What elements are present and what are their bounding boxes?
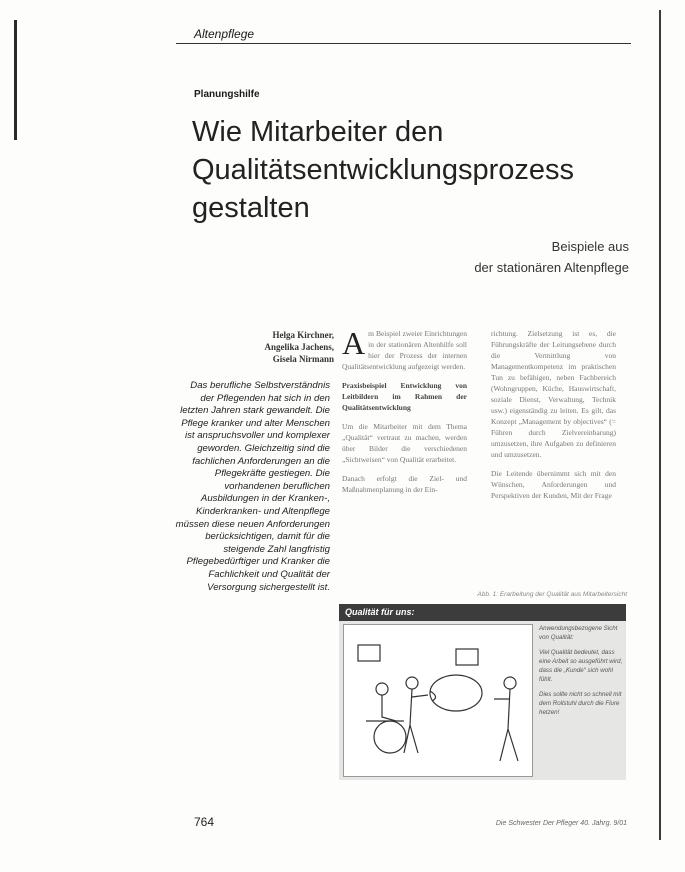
figure-title-bar bbox=[339, 604, 626, 621]
body-column-1 bbox=[342, 325, 467, 503]
figure-title: Qualität für uns: bbox=[345, 607, 415, 617]
kicker: Planungshilfe bbox=[194, 89, 260, 100]
speech-bubble bbox=[430, 675, 482, 711]
body-paragraph: Die Leitende übernimmt sich mit den Wünschen, Anforderungen und Perspektiven der Kunden, Mit der Frage bbox=[491, 469, 616, 500]
cartoon-illustration bbox=[343, 624, 533, 777]
cartoon-drawing bbox=[344, 625, 532, 776]
body-paragraph: Danach erfolgt die Ziel- und Maßnahmenplanung in der Ein- bbox=[342, 474, 467, 494]
wheelchair-wheel bbox=[374, 721, 406, 753]
author-name: Gisela Nirmann bbox=[272, 354, 334, 364]
title-line: gestalten bbox=[192, 192, 310, 224]
article-subtitle bbox=[474, 236, 629, 278]
figure-side-text bbox=[539, 624, 623, 723]
intro-paragraph bbox=[342, 325, 467, 372]
page-number: 764 bbox=[194, 815, 215, 829]
side-text-line: Viel Qualität bedeutet, dass eine Arbeit so ausgeführt wird, dass die „Kunde“ sich wohl fühlt. bbox=[539, 649, 623, 683]
author-name: Angelika Jachens, bbox=[264, 342, 334, 352]
scan-edge-right bbox=[659, 10, 661, 840]
observer-head bbox=[504, 677, 516, 689]
scan-edge-left bbox=[14, 20, 17, 140]
author-list bbox=[264, 329, 334, 365]
drop-cap: A bbox=[342, 325, 366, 361]
header-rule bbox=[176, 43, 631, 44]
subtitle-line: der stationären Altenpflege bbox=[474, 260, 629, 275]
side-text-line: Dies sollte nicht so schnell mit dem Rollstuhl durch die Flure hetzen! bbox=[539, 691, 622, 716]
side-text-line: Anwendungsbezogene Sicht von Qualität: bbox=[539, 625, 618, 641]
carer-head bbox=[406, 677, 418, 689]
subheading: Praxisbeispiel Entwicklung von Leitbildern im Rahmen der Qualitätsentwicklung bbox=[342, 381, 467, 412]
sign-left bbox=[358, 645, 380, 661]
body-column-2 bbox=[491, 328, 616, 509]
section-label: Altenpflege bbox=[194, 27, 255, 41]
subtitle-line: Beispiele aus bbox=[551, 239, 629, 254]
lead-paragraph: Das berufliche Selbstverständnis der Pflegenden hat sich in den letzten Jahren stark gewandelt. Die Pflege kranker und alter Menschen ist anspruchsvoller und komplexer geworden. Gleichzeitig sind die fachlichen Anforderungen an die Pflegekräfte gestiegen. Die vorhandenen beruflichen Ausbildungen in der Kranken-, Kinderkranken- und Altenpflege müssen diese neuen Anforderungen berücksichtigen, damit für die steigende Zahl langfristig Pflegebedürftiger und Kranker die Fachlichkeit und Qualität der Versorgung sichergestellt ist. bbox=[175, 380, 330, 593]
figure-box bbox=[339, 604, 626, 780]
article-title bbox=[192, 113, 632, 227]
author-name: Helga Kirchner, bbox=[272, 330, 334, 340]
sign-right bbox=[456, 649, 478, 665]
figure-caption: Abb. 1: Erarbeitung der Qualität aus Mitarbeitersicht bbox=[477, 591, 627, 598]
body-paragraph: Um die Mitarbeiter mit dem Thema „Qualität“ vertraut zu machen, werden über Bilder die verschiedenen „Sichtweisen“ von Qualität erarbeitet. bbox=[342, 422, 467, 464]
title-line: Wie Mitarbeiter den bbox=[192, 116, 444, 148]
title-line: Qualitätsentwicklungsprozess bbox=[192, 154, 575, 186]
intro-text: m Beispiel zweier Einrichtungen in der stationären Altenhilfe soll hier der Prozess der internen Qualitätsentwicklung aufgezeigt werden. bbox=[342, 329, 467, 371]
journal-footer: Die Schwester Der Pfleger 40. Jahrg. 9/01 bbox=[495, 820, 627, 827]
body-paragraph: richtung. Zielsetzung ist es, die Führungskräfte der Leitungsebene durch die Vermittlung von Managementkompetenz im praktischen Tun zu befähigen, neben Fachbereich (Wohngruppen, Küche, Hauswirtschaft, soziale Dienst, Verwaltung, Technik usw.) eigenständig zu leiten. Es gilt, das Konzept „Management by objectives“ (= Führen durch Zielvereinbarung) umzusetzen, ihre Aufgaben zu definieren und umzusetzen. bbox=[491, 329, 616, 459]
wheelchair-person-head bbox=[376, 683, 388, 695]
